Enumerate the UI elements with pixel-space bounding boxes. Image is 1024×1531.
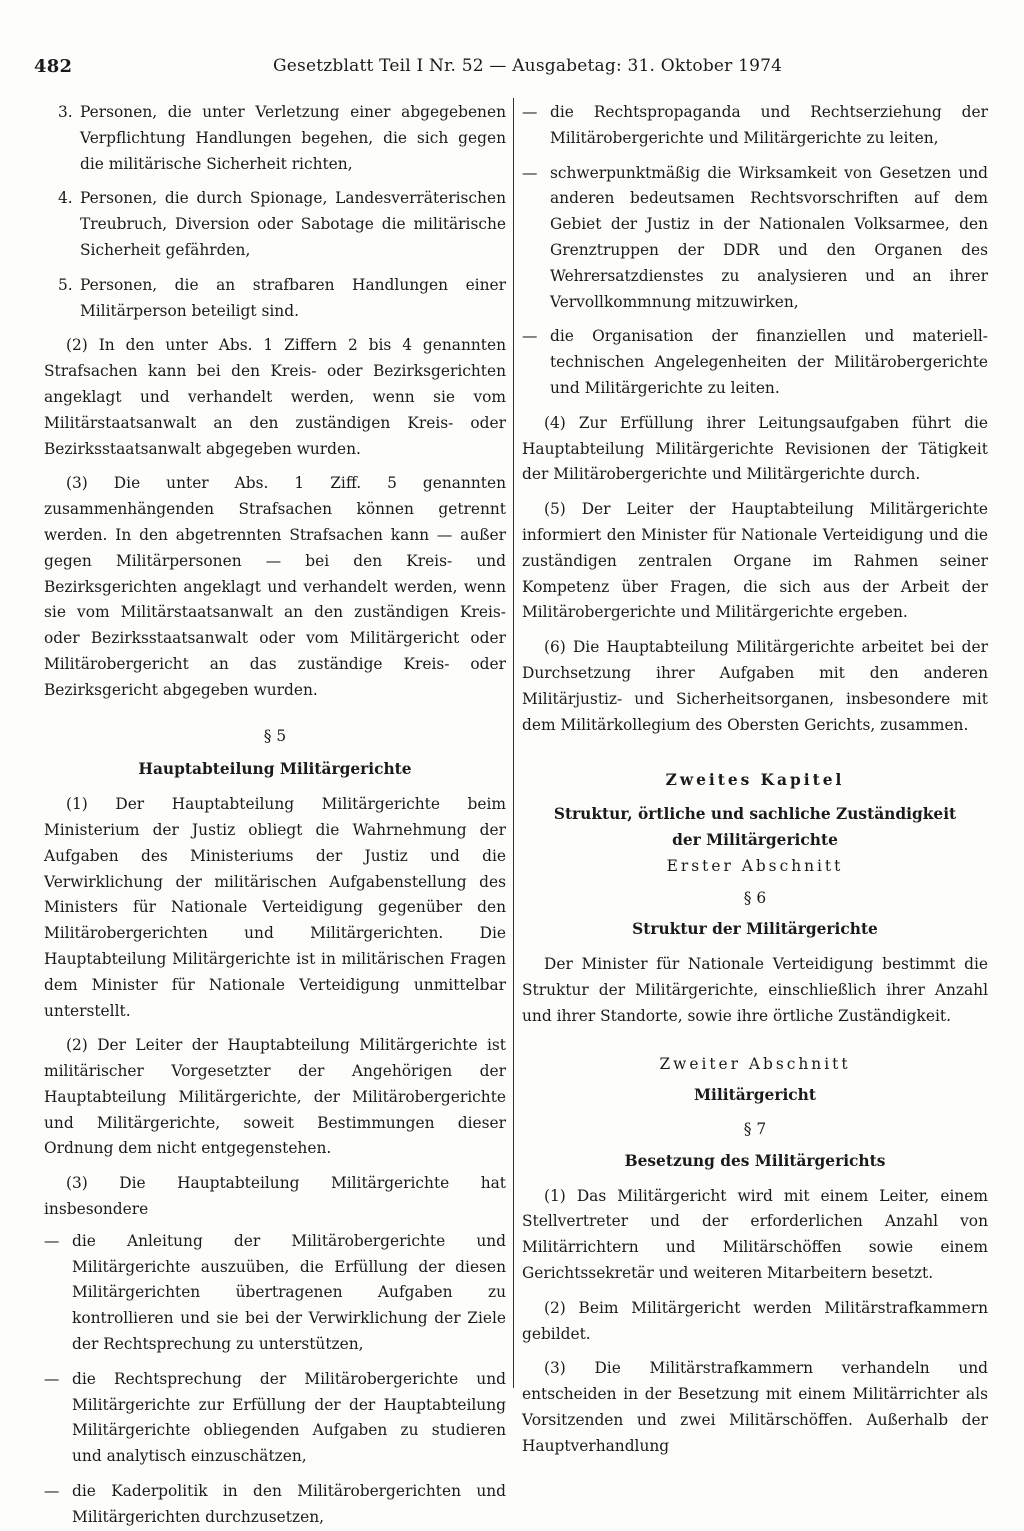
- section-number: § 6: [743, 888, 767, 907]
- paragraph: (3) Die Hauptabteilung Militärgerichte hat insbesondere: [44, 1174, 506, 1219]
- list-item: [44, 100, 506, 177]
- paragraph: (1) Das Militärgericht wird mit einem Leiter, einem Stellvertreter und der erforderlichen Anzahl von Militärrichtern und Militärschöffen sowie einem Gerichtssekretär und weiteren Mitarbeitern besetzt.: [522, 1186, 988, 1283]
- paragraph: (6) Die Hauptabteilung Militärgerichte arbeitet bei der Durchsetzung ihrer Aufgaben mit den anderen Militärjustiz- und Sicherheitsorganen, insbesondere mit dem Militärkollegium des Obersten Gerichts, zusammen.: [522, 638, 988, 734]
- header-title: Gesetzblatt Teil I Nr. 52 — Ausgabetag: 31. Oktober 1974: [273, 56, 783, 76]
- dash-list-text: die Rechtsprechung der Militärobergerichte und Militärgerichte zur Erfüllung der der Hauptabteilung Militärgerichte obliegenden Aufgaben zu studieren und analytisch einzuschätzen,: [72, 1369, 506, 1466]
- paragraph: (4) Zur Erfüllung ihrer Leitungsaufgaben führt die Hauptabteilung Militärgerichte Revisionen der Tätigkeit der Militärobergerichte und Militärgerichte durch.: [522, 413, 988, 484]
- chapter-title: Struktur, örtliche und sachliche Zuständigkeit: [553, 805, 957, 824]
- column-divider: [513, 98, 514, 1388]
- subsection-title: Militärgericht: [694, 1086, 816, 1105]
- dash-bullet: —: [44, 1369, 60, 1388]
- dash-list-item: [44, 1229, 506, 1358]
- section-number: § 5: [263, 726, 287, 745]
- paragraph: (3) Die unter Abs. 1 Ziff. 5 genannten zusammenhängenden Strafsachen können getrennt werden. In den abgetrennten Strafsachen kann — außer gegen Militärpersonen — bei den Kreis- und Bezirksgerichten angeklagt und verhandelt werden, wenn sie vom Militärstaatsanwalt an den zuständigen Kreis- oder Bezirksstaatsanwalt oder vom Militärgericht oder Militärobergericht an das zuständige Kreis- oder Bezirksgericht abgegeben wurden.: [44, 474, 506, 699]
- dash-list-text: die Kaderpolitik in den Militärobergerichten und Militärgerichten durchzusetzen,: [72, 1482, 506, 1526]
- chapter-title: der Militärgerichte: [672, 830, 838, 849]
- list-item-text: Personen, die durch Spionage, Landesverräterischen Treubruch, Diversion oder Sabotage die militärische Sicherheit gefährden,: [80, 189, 506, 259]
- paragraph: (2) In den unter Abs. 1 Ziffern 2 bis 4 genannten Strafsachen kann bei den Kreis- oder Bezirksgerichten angeklagt und verhandelt werden, wenn sie vom Militärstaatsanwalt an den zuständigen Kreis- oder Bezirksstaatsanwalt abgegeben wurden.: [44, 336, 506, 458]
- left-column: [44, 100, 506, 1531]
- dash-bullet: —: [44, 1482, 60, 1501]
- dash-bullet: —: [522, 103, 538, 121]
- page-header: [34, 56, 990, 82]
- dash-bullet: —: [522, 163, 538, 182]
- paragraph: Der Minister für Nationale Verteidigung bestimmt die Struktur der Militärgerichte, einschließlich ihrer Anzahl und ihrer Standorte, sowie ihre örtliche Zuständigkeit.: [522, 955, 988, 1025]
- dash-bullet: —: [44, 1231, 60, 1250]
- paragraph: (2) Beim Militärgericht werden Militärstrafkammern gebildet.: [522, 1298, 988, 1343]
- dash-list-item: [44, 1367, 506, 1470]
- chapter-heading: Zweites Kapitel: [665, 771, 845, 790]
- dash-bullet: —: [522, 327, 538, 346]
- list-item-text: Personen, die unter Verletzung einer abgegebenen Verpflichtung Handlungen begehen, die sich gegen die militärische Sicherheit richten,: [80, 103, 506, 173]
- page-number: 482: [34, 56, 73, 77]
- subsection-heading: Zweiter Abschnitt: [659, 1054, 851, 1073]
- section-title: Hauptabteilung Militärgerichte: [138, 760, 412, 779]
- subsection-heading: Erster Abschnitt: [666, 856, 844, 875]
- dash-list-text: die Rechtspropaganda und Rechtserziehung der Militärobergerichte und Militärgerichte zu leiten,: [550, 103, 988, 147]
- list-item: [44, 186, 506, 263]
- section-title: Struktur der Militärgerichte: [632, 920, 878, 939]
- dash-list-item: [522, 161, 988, 316]
- list-item-number: 5.: [58, 275, 73, 294]
- list-item-number: 3.: [58, 103, 73, 121]
- list-item-number: 4.: [58, 189, 73, 208]
- list-item: [44, 273, 506, 325]
- paragraph: (1) Der Hauptabteilung Militärgerichte beim Ministerium der Justiz obliegt die Wahrnehmung der Aufgaben des Ministeriums der Justiz und die Verwirklichung der militärischen Aufgabenstellung des Ministers für Nationale Verteidigung gegenüber den Militärobergerichten und Militärgerichten. Die Hauptabteilung Militärgerichte ist in militärischen Fragen dem Minister für Nationale Verteidigung unmittelbar unterstellt.: [44, 795, 506, 1020]
- dash-list-text: die Organisation der finanziellen und materiell-technischen Angelegenheiten der Militärobergerichte und Militärgerichte zu leiten.: [550, 327, 988, 397]
- dash-list-text: schwerpunktmäßig die Wirksamkeit von Gesetzen und anderen bedeutsamen Rechtsvorschriften auf dem Gebiet der Justiz in der Nationalen Volksarmee, den Grenztruppen der DDR und den Organen des Wehrersatzdienstes zu analysieren und an ihrer Vervollkommnung mitzuwirken,: [550, 163, 988, 311]
- dash-list-item: [44, 1479, 506, 1531]
- dash-list-item: [522, 100, 988, 152]
- dash-list-text: die Anleitung der Militärobergerichte und Militärgerichte auszuüben, die Erfüllung der diesen Militärgerichten übertragenen Aufgaben zu kontrollieren und sie bei der Verwirklichung der Ziele der Rechtsprechung zu unterstützen,: [72, 1231, 506, 1354]
- paragraph: (5) Der Leiter der Hauptabteilung Militärgerichte informiert den Minister für Nationale Verteidigung und die zuständigen zentralen Organe im Rahmen seiner Kompetenz über Fragen, die sich aus der Arbeit der Militärobergerichte und Militärgerichte ergeben.: [522, 500, 988, 622]
- right-column: [522, 100, 988, 1460]
- section-number: § 7: [743, 1120, 767, 1139]
- paragraph: (3) Die Militärstrafkammern verhandeln und entscheiden in der Besetzung mit einem Militärrichter als Vorsitzenden und zwei Militärschöffen. Außerhalb der Hauptverhandlung: [522, 1359, 988, 1455]
- section-title: Besetzung des Militärgerichts: [624, 1151, 886, 1170]
- paragraph: (2) Der Leiter der Hauptabteilung Militärgerichte ist militärischer Vorgesetzter der Angehörigen der Hauptabteilung Militärgerichte, der Militärobergerichte und Militärgerichte, soweit Bestimmungen dieser Ordnung dem nicht entgegenstehen.: [44, 1036, 506, 1158]
- list-item-text: Personen, die an strafbaren Handlungen einer Militärperson beteiligt sind.: [80, 275, 506, 320]
- dash-list-item: [522, 324, 988, 401]
